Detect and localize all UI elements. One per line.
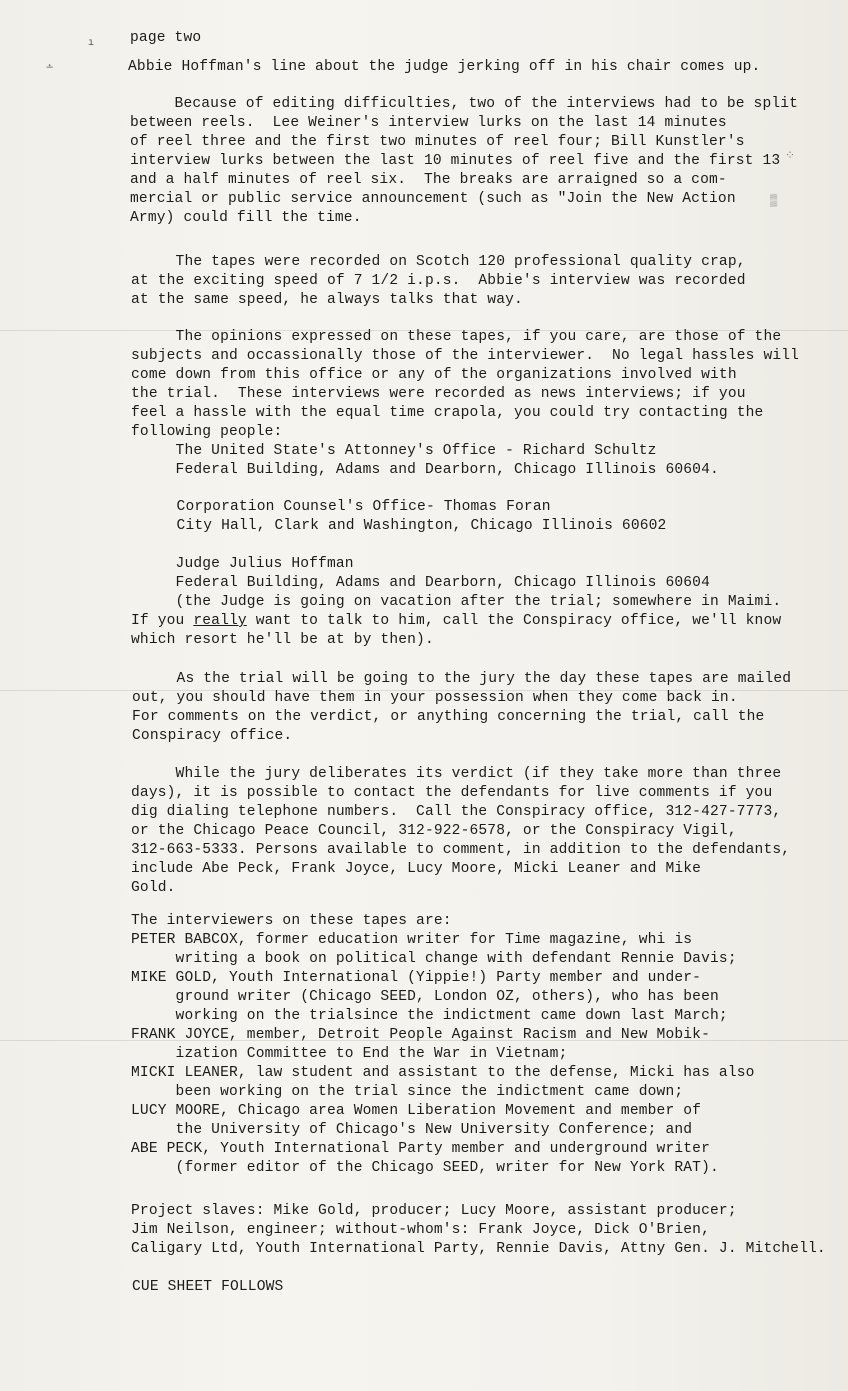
text-line: or the Chicago Peace Council, 312-922-6578, or the Conspiracy Vigil, <box>131 823 737 839</box>
text-line: ABE PECK, Youth International Party member and underground writer <box>131 1141 710 1157</box>
text-line: between reels. Lee Weiner's interview lurks on the last 14 minutes <box>130 115 727 131</box>
text-line: been working on the trial since the indictment came down; <box>131 1084 684 1100</box>
text-line: which resort he'll be at by then). <box>131 632 434 648</box>
text-line: CUE SHEET FOLLOWS <box>132 1279 284 1295</box>
text-line: ground writer (Chicago SEED, London OZ, others), who has been <box>131 989 719 1005</box>
text-line: Federal Building, Adams and Dearborn, Chicago Illinois 60604 <box>131 575 710 591</box>
text-line: the University of Chicago's New University Conference; and <box>131 1122 693 1138</box>
text-line: The opinions expressed on these tapes, if you care, are those of the <box>131 329 782 345</box>
text-line: As the trial will be going to the jury the day these tapes are mailed <box>132 671 792 687</box>
ink-smudge: ⁘ <box>785 149 795 163</box>
text-line: Conspiracy office. <box>132 728 293 744</box>
text-line: While the jury deliberates its verdict (if they take more than three <box>131 766 782 782</box>
text-line: following people: <box>131 424 283 440</box>
text-line: If you really want to talk to him, call the Conspiracy office, we'll know <box>131 613 782 629</box>
text-line: Corporation Counsel's Office- Thomas Foran <box>132 499 551 515</box>
text-line: MIKE GOLD, Youth International (Yippie!) Party member and under- <box>131 970 702 986</box>
text-line: (the Judge is going on vacation after the trial; somewhere in Maimi. <box>131 594 782 610</box>
text-line: LUCY MOORE, Chicago area Women Liberation Movement and member of <box>131 1103 702 1119</box>
text-line: The United State's Attonney's Office - Richard Schultz <box>131 443 657 459</box>
text-line: include Abe Peck, Frank Joyce, Lucy Moore, Micki Leaner and Mike <box>131 861 702 877</box>
margin-mark: ı <box>88 38 95 49</box>
text-line: For comments on the verdict, or anything concerning the trial, call the <box>132 709 765 725</box>
text-line: interview lurks between the last 10 minutes of reel five and the first 13 <box>130 153 781 169</box>
text-line: out, you should have them in your possession when they come back in. <box>132 690 738 706</box>
text-line: writing a book on political change with defendant Rennie Davis; <box>131 951 737 967</box>
page-header: page two <box>130 30 202 46</box>
text-line: Army) could fill the time. <box>130 210 362 226</box>
text-line: The interviewers on these tapes are: <box>131 913 452 929</box>
ink-smudge: ▒ <box>770 194 777 208</box>
text-line: Jim Neilson, engineer; without-whom's: Frank Joyce, Dick O'Brien, <box>131 1222 710 1238</box>
text-line: Abbie Hoffman's line about the judge jerking off in his chair comes up. <box>128 59 761 75</box>
text-line: (former editor of the Chicago SEED, writer for New York RAT). <box>131 1160 719 1176</box>
text-line: ization Committee to End the War in Vietnam; <box>131 1046 568 1062</box>
text-line: of reel three and the first two minutes of reel four; Bill Kunstler's <box>130 134 745 150</box>
text-line: PETER BABCOX, former education writer for Time magazine, whi is <box>131 932 693 948</box>
text-line: MICKI LEANER, law student and assistant to the defense, Micki has also <box>131 1065 755 1081</box>
text-line: come down from this office or any of the organizations involved with <box>131 367 737 383</box>
text-line: Project slaves: Mike Gold, producer; Lucy Moore, assistant producer; <box>131 1203 737 1219</box>
text-line: subjects and occassionally those of the interviewer. No legal hassles will <box>131 348 800 364</box>
text-line: working on the trialsince the indictment came down last March; <box>131 1008 728 1024</box>
text-line: dig dialing telephone numbers. Call the Conspiracy office, 312-427-7773, <box>131 804 782 820</box>
text-line: City Hall, Clark and Washington, Chicago Illinois 60602 <box>132 518 667 534</box>
text-line: at the exciting speed of 7 1/2 i.p.s. Abbie's interview was recorded <box>131 273 746 289</box>
text-line: The tapes were recorded on Scotch 120 professional quality crap, <box>131 254 746 270</box>
text-line: feel a hassle with the equal time crapola, you could try contacting the <box>131 405 764 421</box>
text-line: 312-663-5333. Persons available to comment, in addition to the defendants, <box>131 842 791 858</box>
text-line: Gold. <box>131 880 176 896</box>
text-line: Caligary Ltd, Youth International Party, Rennie Davis, Attny Gen. J. Mitchell. <box>131 1241 826 1257</box>
text-line: days), it is possible to contact the defendants for live comments if you <box>131 785 773 801</box>
text-line: at the same speed, he always talks that way. <box>131 292 523 308</box>
text-line: FRANK JOYCE, member, Detroit People Against Racism and New Mobik- <box>131 1027 710 1043</box>
text-line: Judge Julius Hoffman <box>131 556 354 572</box>
text-line: and a half minutes of reel six. The breaks are arraigned so a com- <box>130 172 727 188</box>
text-line: mercial or public service announcement (such as "Join the New Action <box>130 191 736 207</box>
ink-smudge: ∸ <box>46 61 53 75</box>
text-line: Because of editing difficulties, two of the interviews had to be split <box>130 96 799 112</box>
text-line: Federal Building, Adams and Dearborn, Chicago Illinois 60604. <box>131 462 719 478</box>
text-line: the trial. These interviews were recorded as news interviews; if you <box>131 386 746 402</box>
